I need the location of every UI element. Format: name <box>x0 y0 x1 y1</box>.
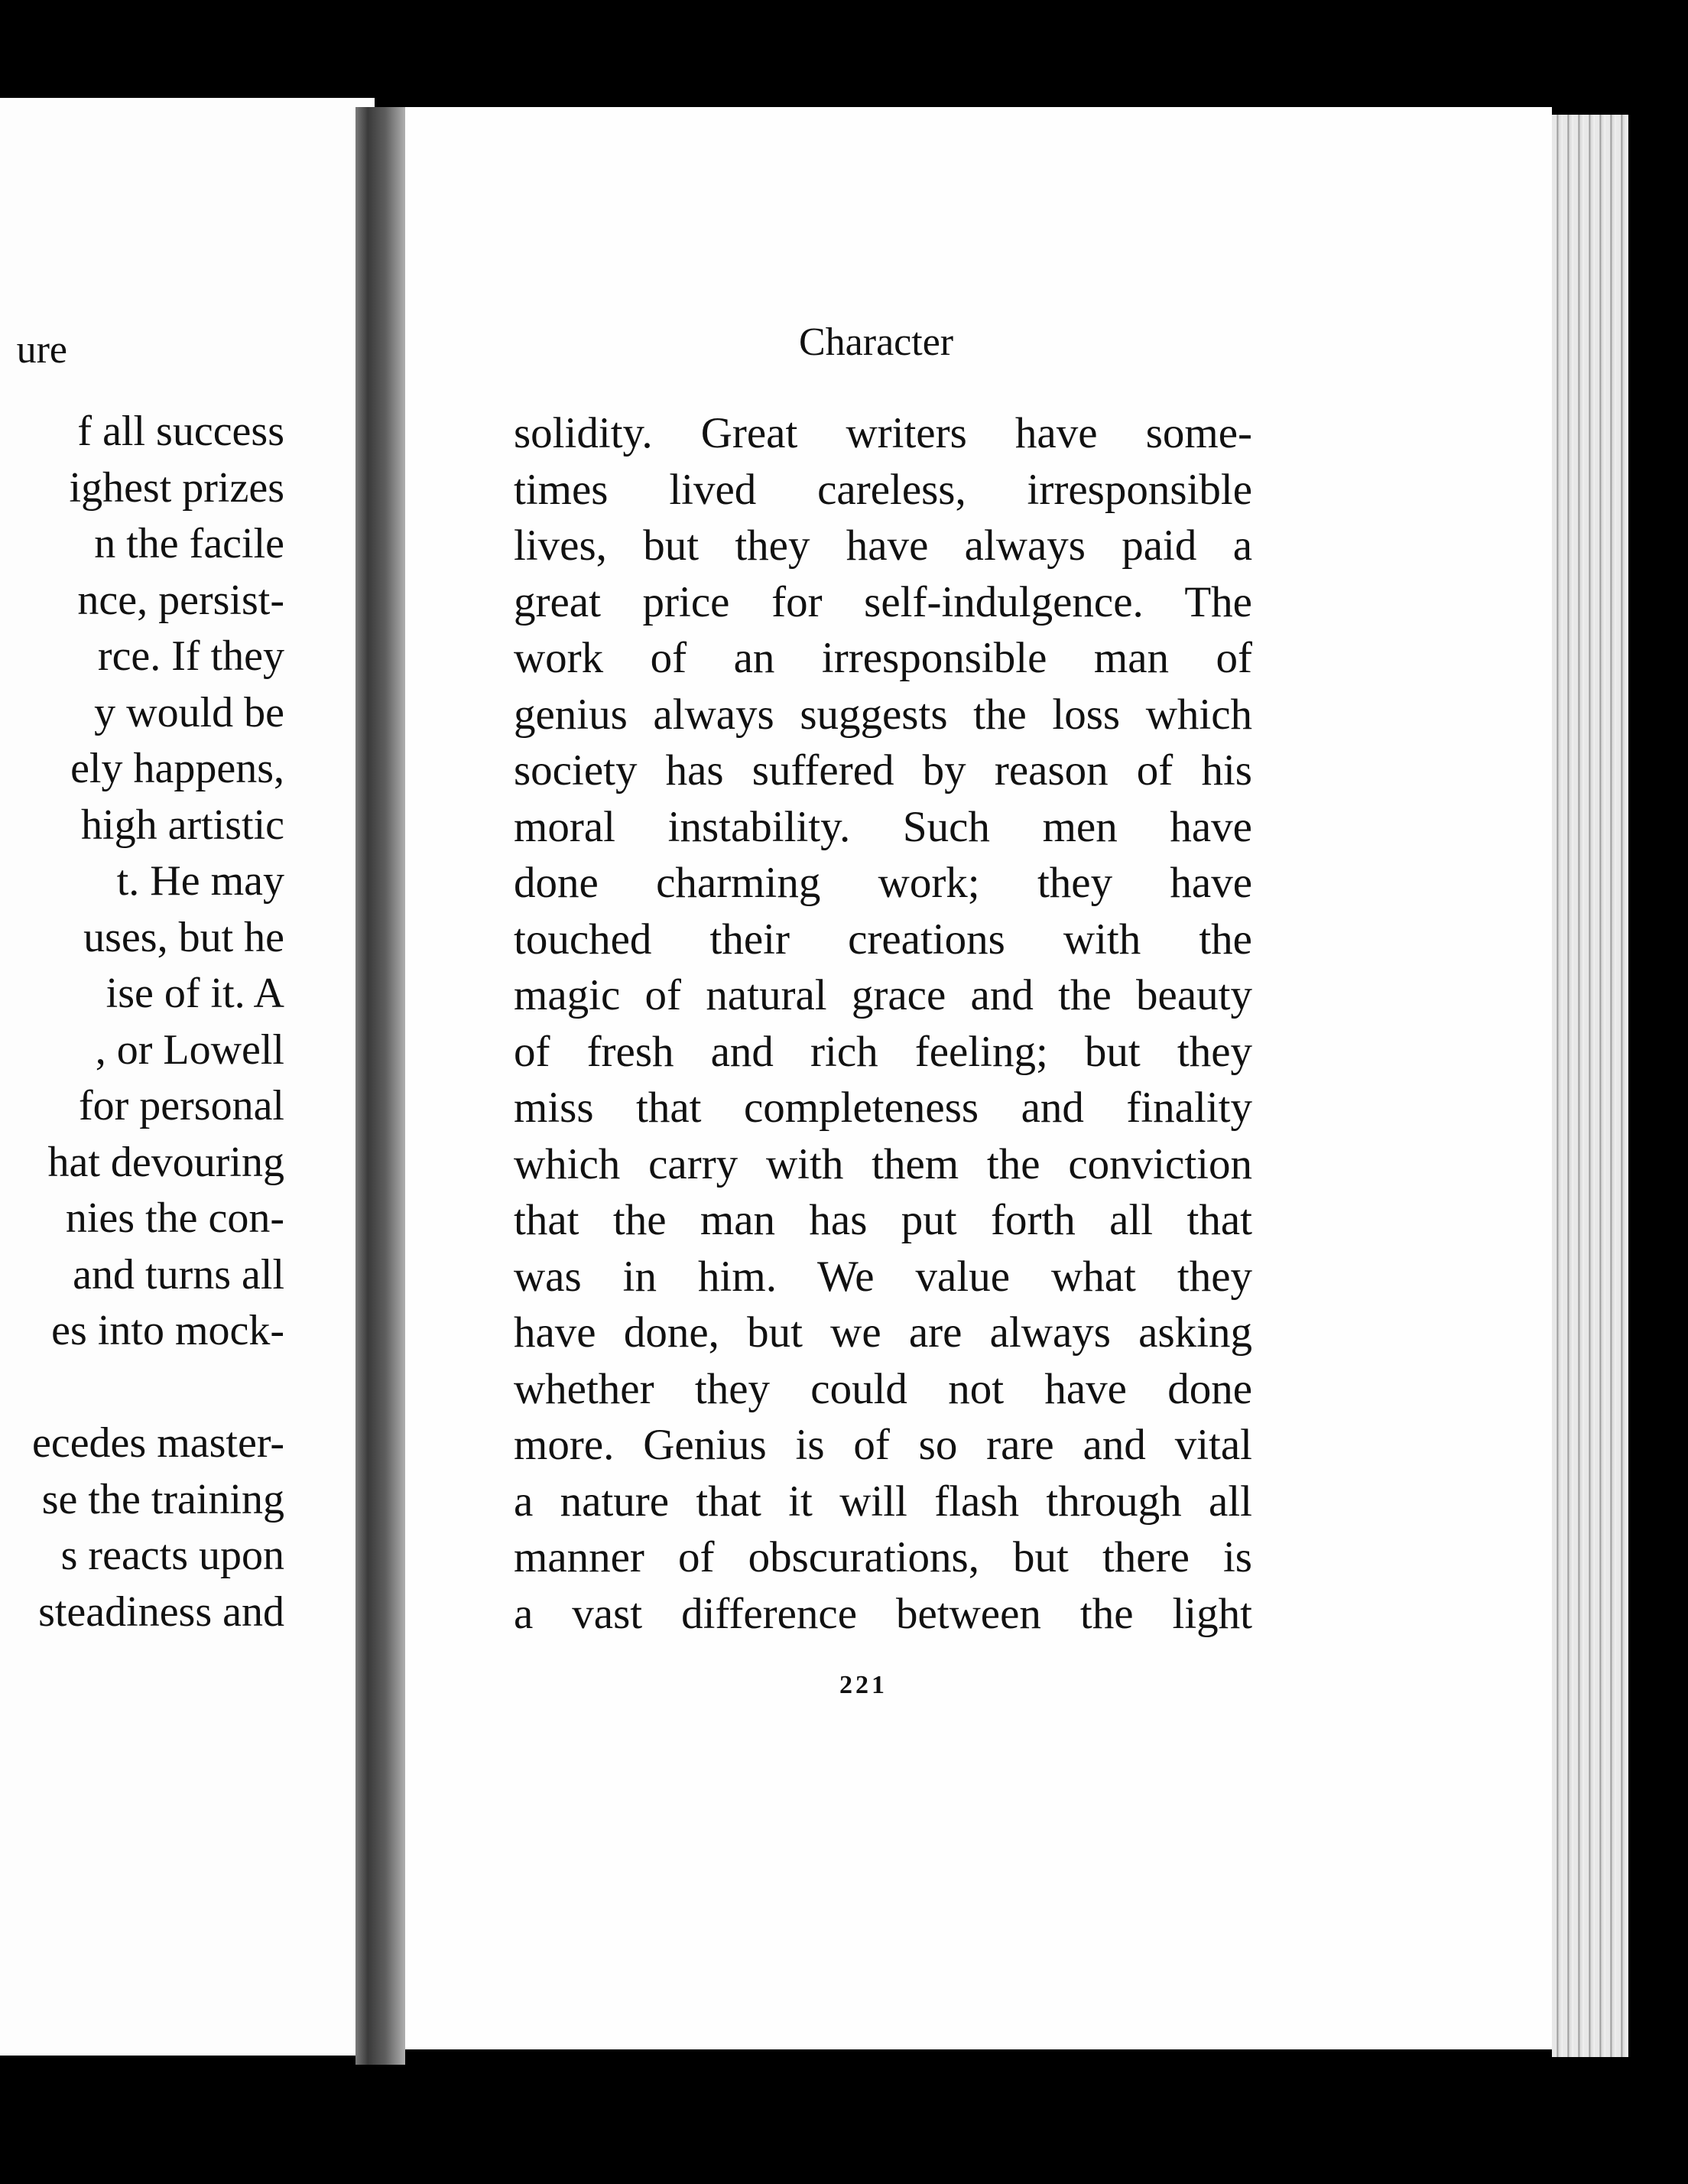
text-line: touched their creations with the <box>514 915 1252 964</box>
text-line: was in him. We value what they <box>514 1252 1252 1301</box>
text-line: great price for self-indulgence. The <box>514 577 1252 626</box>
text-line: a vast difference between the light <box>514 1589 1252 1638</box>
text-line: of fresh and rich feeling; but they <box>514 1027 1252 1076</box>
left-line: uses, but he <box>83 913 284 961</box>
left-line: and turns all <box>73 1250 284 1298</box>
text-line: which carry with them the conviction <box>514 1139 1252 1188</box>
text-line: work of an irresponsible man of <box>514 634 1252 682</box>
text-line: a nature that it will flash through all <box>514 1477 1252 1526</box>
left-line-blank <box>32 1360 284 1416</box>
text-line: have done, but we are always asking <box>514 1308 1252 1357</box>
running-head: Character <box>799 320 954 364</box>
left-running-head: ure <box>16 328 67 372</box>
text-line: whether they could not have done <box>514 1364 1252 1413</box>
text-line: that the man has put forth all that <box>514 1196 1252 1244</box>
text-line: moral instability. Such men have <box>514 802 1252 851</box>
text-line: times lived careless, irresponsible <box>514 465 1252 514</box>
left-line: nies the con- <box>65 1194 284 1242</box>
left-line: ise of it. A <box>106 970 284 1017</box>
text-line: lives, but they have always paid a <box>514 522 1252 570</box>
left-line: high artistic <box>81 801 284 849</box>
left-line: y would be <box>94 688 284 736</box>
page-edges <box>1552 115 1628 2057</box>
left-line: ely happens, <box>70 745 284 792</box>
page-number: 221 <box>839 1671 888 1699</box>
left-line: , or Lowell <box>95 1025 284 1074</box>
left-line: ecedes master- <box>31 1419 284 1467</box>
left-line: for personal <box>78 1082 284 1129</box>
left-line: rce. If they <box>97 632 284 680</box>
text-line: genius always suggests the loss which <box>514 690 1252 739</box>
left-page-text <box>32 404 284 1640</box>
left-line: n the facile <box>94 520 284 567</box>
left-line: f all success <box>77 408 284 455</box>
left-line: hat devouring <box>47 1138 284 1186</box>
text-line: done charming work; they have <box>514 859 1252 907</box>
left-line: nce, persist- <box>77 576 284 624</box>
left-line: s reacts upon <box>60 1532 284 1579</box>
text-line: magic of natural grace and the beauty <box>514 971 1252 1019</box>
text-line: society has suffered by reason of his <box>514 746 1252 795</box>
left-line: steadiness and <box>38 1588 284 1636</box>
book-gutter <box>355 107 405 2065</box>
text-line: more. Genius is of so rare and vital <box>514 1421 1252 1469</box>
left-line: ighest prizes <box>69 463 284 512</box>
left-line: t. He may <box>116 857 284 905</box>
text-line: solidity. Great writers have some- <box>514 409 1252 457</box>
text-line: manner of obscurations, but there is <box>514 1533 1252 1581</box>
body-text <box>514 405 1252 1642</box>
left-line: es into mock- <box>51 1307 284 1354</box>
left-page <box>0 98 375 2056</box>
left-line: se the training <box>41 1475 284 1523</box>
text-line: miss that completeness and finality <box>514 1084 1252 1132</box>
